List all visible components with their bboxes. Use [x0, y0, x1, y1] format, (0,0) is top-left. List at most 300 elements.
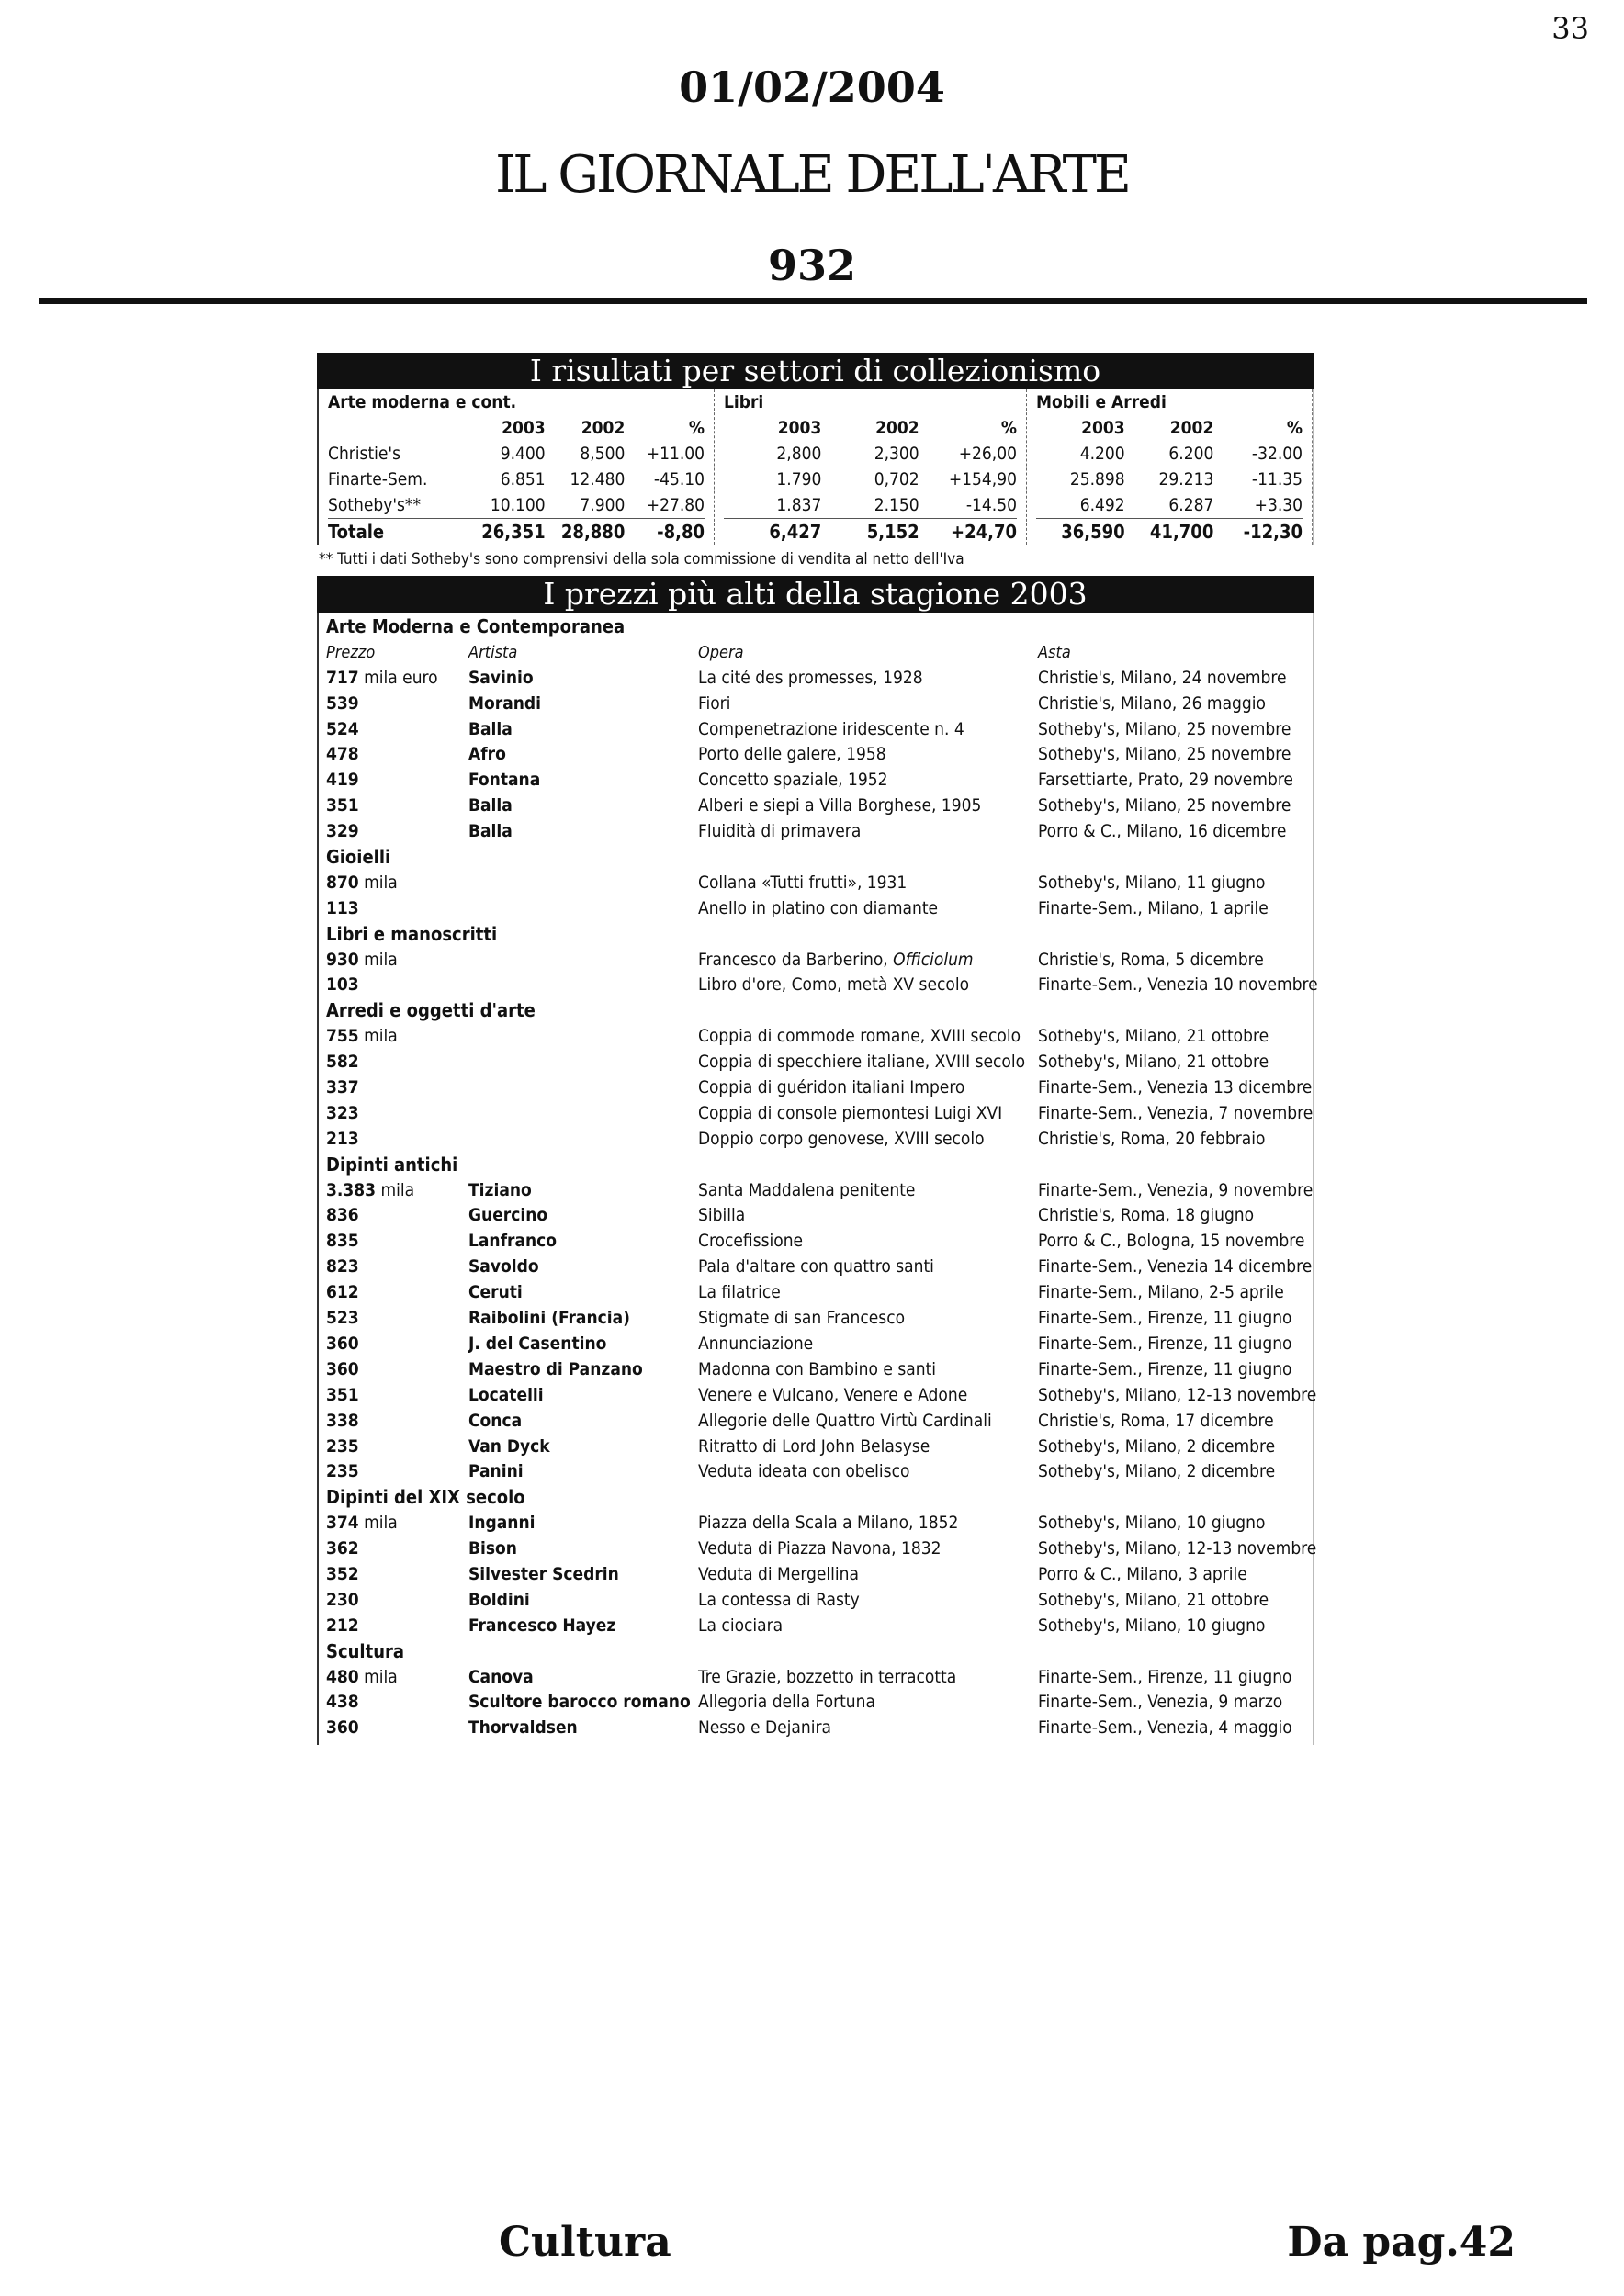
lot-work-cell [698, 1536, 1038, 1562]
sector-row [1036, 467, 1303, 492]
lot-work: La filatrice [698, 1282, 781, 1303]
lot-work: Nesso e Dejanira [698, 1717, 831, 1739]
sector-value: 6.287 [1168, 495, 1214, 515]
sector-total-row [328, 518, 705, 545]
lot-auction: Finarte-Sem., Milano, 2-5 aprile [1038, 1282, 1284, 1303]
lot-price: 755 [326, 1026, 359, 1047]
footer-section: Cultura [499, 2219, 671, 2266]
lot-price-cell [326, 819, 468, 845]
lot-auction: Christie's, Roma, 18 giugno [1038, 1205, 1255, 1226]
sector-value: -32.00 [1251, 444, 1303, 464]
lot-artist: Bison [468, 1538, 517, 1559]
lot-price-cell [326, 1280, 468, 1306]
lot-price-cell [326, 1203, 468, 1229]
lot-artist [468, 973, 698, 998]
sector-value: 12.480 [570, 469, 626, 490]
lot-work: Fluidità di primavera [698, 821, 862, 842]
lot-row [326, 1383, 1317, 1409]
lot-work-cell [698, 896, 1038, 922]
sector-total-row [1036, 518, 1303, 545]
lot-price: 374 [326, 1513, 359, 1534]
lot-work-cell [698, 1203, 1038, 1229]
lot-work: Fiori [698, 692, 731, 714]
lot-artist: Maestro di Panzano [468, 1358, 643, 1379]
lot-artist: Savinio [468, 667, 534, 688]
total-label: Totale [328, 521, 385, 543]
lot-price-cell [326, 1614, 468, 1639]
category-heading: Scultura [326, 1639, 405, 1662]
lot-price-cell [326, 1357, 468, 1383]
lot-price-cell [326, 1690, 468, 1716]
lot-row [326, 1716, 1313, 1741]
lot-auction: Porro & C., Bologna, 15 novembre [1038, 1231, 1305, 1252]
sector-total-value: -8,80 [657, 521, 705, 543]
page-number: 33 [1551, 11, 1589, 46]
lot-auction: Finarte-Sem., Milano, 1 aprile [1038, 897, 1269, 918]
lot-price: 438 [326, 1692, 359, 1713]
sector-value: +26,00 [958, 444, 1017, 464]
lot-auction: Sotheby's, Milano, 21 ottobre [1038, 1052, 1269, 1073]
sector-row [1036, 441, 1303, 467]
sector-row [328, 467, 705, 492]
lot-price-cell [326, 896, 468, 922]
lot-price: 360 [326, 1333, 359, 1354]
lot-artist: Morandi [468, 692, 541, 714]
lot-row [326, 1306, 1313, 1332]
lot-row [326, 1280, 1313, 1306]
lot-artist [468, 948, 698, 974]
lot-auction: Sotheby's, Milano, 2 dicembre [1038, 1435, 1276, 1457]
sector-total-value: 41,700 [1149, 521, 1214, 543]
sector-value: 10.100 [490, 495, 546, 515]
lot-auction: Christie's, Milano, 24 novembre [1038, 667, 1287, 688]
sector-total-row [724, 518, 1017, 545]
lot-price-unit: mila euro [358, 667, 438, 688]
column-year: 2003 [502, 418, 546, 438]
lot-price-cell [326, 1383, 468, 1409]
lot-row [326, 1203, 1313, 1229]
lot-row [326, 717, 1313, 743]
auction-house-label: Christie's [328, 444, 401, 464]
lot-work-cell [698, 1511, 1038, 1536]
lot-auction: Porro & C., Milano, 3 aprile [1038, 1563, 1247, 1584]
lot-row [326, 666, 1313, 692]
lot-price: 836 [326, 1205, 359, 1226]
lot-work: Veduta di Mergellina [698, 1563, 859, 1584]
lot-row [326, 1665, 1313, 1691]
sector-name: Mobili e Arredi [1036, 392, 1167, 412]
lot-auction: Porro & C., Milano, 16 dicembre [1038, 821, 1287, 842]
lot-price: 480 [326, 1666, 359, 1687]
category-heading: Arte Moderna e Contemporanea [326, 615, 626, 637]
sector-value: 7.900 [580, 495, 626, 515]
sector-column-header [1036, 415, 1303, 441]
lot-price-unit: mila [358, 949, 398, 970]
lot-artist: Balla [468, 821, 513, 842]
lot-price-unit: mila [358, 1666, 398, 1687]
lot-price-cell [326, 1050, 468, 1075]
lot-auction: Christie's, Roma, 17 dicembre [1038, 1410, 1274, 1431]
auction-house-label: Sotheby's** [328, 495, 422, 515]
sector-value: -14.50 [965, 495, 1017, 515]
column-year: 2002 [875, 418, 919, 438]
lot-work: Libro d'ore, Como, metà XV secolo [698, 974, 970, 996]
column-year: 2003 [777, 418, 822, 438]
lot-price: 835 [326, 1231, 359, 1252]
sector-column-header [328, 415, 705, 441]
header-work: Opera [698, 642, 744, 662]
lot-work-cell [698, 1101, 1038, 1127]
lot-price-cell [326, 1409, 468, 1435]
sector-row [1036, 492, 1303, 518]
sector-value: 0,702 [874, 469, 919, 490]
lot-work: Sibilla [698, 1205, 746, 1226]
lot-price: 524 [326, 718, 359, 739]
lot-price-cell [326, 1459, 468, 1485]
lot-price-cell [326, 768, 468, 793]
lot-artist: Panini [468, 1461, 524, 1482]
lot-price: 360 [326, 1717, 359, 1739]
lot-work-cell [698, 717, 1038, 743]
lot-price-cell [326, 742, 468, 768]
sector-section [714, 389, 1026, 545]
lot-row [326, 1255, 1313, 1280]
lot-artist [468, 1024, 698, 1050]
lot-price-cell [326, 1101, 468, 1127]
lot-artist: Savoldo [468, 1256, 539, 1277]
sector-row [328, 492, 705, 518]
lot-price-cell [326, 1229, 468, 1255]
category-heading: Dipinti antichi [326, 1153, 458, 1176]
lot-auction: Sotheby's, Milano, 21 ottobre [1038, 1589, 1269, 1610]
lot-price-cell [326, 717, 468, 743]
sector-total-value: -12,30 [1243, 521, 1303, 543]
lot-work-cell [698, 1255, 1038, 1280]
publication-date: 01/02/2004 [679, 62, 945, 112]
lot-work: Anello in platino con diamante [698, 897, 939, 918]
lot-work-cell [698, 1229, 1038, 1255]
lot-row [326, 896, 1313, 922]
lot-row [326, 793, 1313, 819]
sector-total-value: 28,880 [560, 521, 626, 543]
lot-work: Santa Maddalena penitente [698, 1179, 916, 1200]
lot-price-cell [326, 1562, 468, 1588]
lot-work: La ciociara [698, 1615, 784, 1636]
lot-auction: Finarte-Sem., Venezia, 7 novembre [1038, 1102, 1314, 1123]
lot-auction: Sotheby's, Milano, 12-13 novembre [1038, 1384, 1317, 1405]
lot-auction: Finarte-Sem., Firenze, 11 giugno [1038, 1666, 1292, 1687]
lot-row [326, 1024, 1313, 1050]
lot-work: Madonna con Bambino e santi [698, 1358, 937, 1379]
lot-price: 360 [326, 1358, 359, 1379]
sector-section [319, 389, 714, 545]
publication-title: IL GIORNALE DELL'ARTE [495, 145, 1129, 205]
sector-value: -11.35 [1251, 469, 1303, 490]
newspaper-clipping [317, 353, 1318, 1745]
lot-row [326, 742, 1313, 768]
lot-work-italic: Officiolum [893, 949, 974, 970]
sector-value: 9.400 [500, 444, 546, 464]
lot-artist: Canova [468, 1666, 534, 1687]
sector-total-value: +24,70 [950, 521, 1017, 543]
lot-work: Compenetrazione iridescente n. 4 [698, 718, 964, 739]
lot-work: Alberi e siepi a Villa Borghese, 1905 [698, 795, 982, 816]
lot-price: 539 [326, 692, 359, 714]
sector-row [724, 492, 1017, 518]
lot-price-cell [326, 692, 468, 717]
lot-work-cell [698, 1459, 1038, 1485]
lot-price: 103 [326, 974, 359, 996]
lot-price: 351 [326, 1384, 359, 1405]
lot-price: 323 [326, 1102, 359, 1123]
column-year: % [688, 418, 705, 438]
lot-work: Collana «Tutti frutti», 1931 [698, 872, 908, 893]
lot-artist [468, 896, 698, 922]
lot-row [326, 948, 1313, 974]
lot-work: Veduta ideata con obelisco [698, 1461, 910, 1482]
lot-row [326, 1357, 1313, 1383]
lot-work-cell [698, 1050, 1038, 1075]
lot-artist: Tiziano [468, 1179, 532, 1200]
lot-artist: Balla [468, 718, 513, 739]
sector-table [317, 389, 1314, 545]
lot-work-cell [698, 1127, 1038, 1153]
lot-work: La contessa di Rasty [698, 1589, 860, 1610]
lot-work-cell [698, 793, 1038, 819]
lot-work: Concetto spaziale, 1952 [698, 770, 888, 791]
column-year: 2003 [1081, 418, 1125, 438]
sector-name: Arte moderna e cont. [328, 392, 517, 412]
lot-row [326, 1588, 1313, 1614]
lot-work: Coppia di guéridon italiani Impero [698, 1077, 965, 1098]
lot-work: Coppia di commode romane, XVIII secolo [698, 1026, 1021, 1047]
lot-auction: Sotheby's, Milano, 12-13 novembre [1038, 1538, 1317, 1559]
lot-price-unit: mila [358, 1513, 398, 1534]
lot-work-cell [698, 666, 1038, 692]
lot-work: Tre Grazie, bozzetto in terracotta [698, 1666, 957, 1687]
sector-row [724, 441, 1017, 467]
lot-work-cell [698, 819, 1038, 845]
lot-row [326, 1101, 1313, 1127]
lot-work: Pala d'altare con quattro santi [698, 1256, 934, 1277]
sector-value: +11.00 [646, 444, 705, 464]
lot-price-unit: mila [358, 1026, 398, 1047]
lot-work-cell [698, 1357, 1038, 1383]
lot-artist: Balla [468, 795, 513, 816]
lot-auction: Finarte-Sem., Venezia, 4 maggio [1038, 1717, 1292, 1739]
lot-auction: Finarte-Sem., Firenze, 11 giugno [1038, 1308, 1292, 1329]
lot-work-cell [698, 871, 1038, 896]
column-header-row [326, 640, 1313, 666]
lot-price-cell [326, 1178, 468, 1204]
sector-name: Libri [724, 392, 764, 412]
lot-artist: Conca [468, 1410, 523, 1431]
lot-work-cell [698, 1383, 1038, 1409]
sector-value: 6.851 [500, 469, 546, 490]
lot-auction: Christie's, Roma, 5 dicembre [1038, 949, 1264, 970]
sector-footnote: ** Tutti i dati Sotheby's sono comprensivi della sola commissione di vendita al netto dell'Iva [319, 550, 964, 568]
lot-row [326, 1050, 1313, 1075]
lot-price: 930 [326, 949, 359, 970]
sector-value: 29.213 [1158, 469, 1214, 490]
lot-work-cell [698, 1280, 1038, 1306]
sector-total-value: 26,351 [481, 521, 546, 543]
lot-row [326, 1435, 1313, 1460]
sector-total-value: 5,152 [866, 521, 919, 543]
lot-work: Piazza della Scala a Milano, 1852 [698, 1513, 959, 1534]
lot-price: 3.383 [326, 1179, 377, 1200]
lot-price-cell [326, 1332, 468, 1357]
lot-work: Veduta di Piazza Navona, 1832 [698, 1538, 942, 1559]
sector-grid [319, 389, 1313, 545]
lot-work: Porto delle galere, 1958 [698, 744, 886, 765]
lot-price-cell [326, 973, 468, 998]
lot-auction: Finarte-Sem., Firenze, 11 giugno [1038, 1333, 1292, 1354]
lot-artist [468, 1127, 698, 1153]
sector-value: -45.10 [653, 469, 705, 490]
lot-price: 717 [326, 667, 359, 688]
lot-price: 823 [326, 1256, 359, 1277]
lot-artist: J. del Casentino [468, 1333, 607, 1354]
lot-row [326, 1332, 1313, 1357]
sector-value: 25.898 [1069, 469, 1125, 490]
sector-row [328, 441, 705, 467]
sector-value: 1.790 [776, 469, 822, 490]
lot-work: Coppia di console piemontesi Luigi XVI [698, 1102, 1003, 1123]
column-year: 2002 [581, 418, 626, 438]
sector-value: 2.150 [874, 495, 919, 515]
lot-artist: Silvester Scedrin [468, 1563, 619, 1584]
lot-work: Crocefissione [698, 1231, 804, 1252]
lot-row [326, 819, 1313, 845]
sector-value: 6.200 [1168, 444, 1214, 464]
lot-price-cell [326, 793, 468, 819]
lot-price: 419 [326, 770, 359, 791]
lot-auction: Sotheby's, Milano, 21 ottobre [1038, 1026, 1269, 1047]
lot-work: Stigmate di san Francesco [698, 1308, 906, 1329]
lot-price-cell [326, 1435, 468, 1460]
lot-price: 870 [326, 872, 359, 893]
sector-value: 2,300 [874, 444, 919, 464]
header-price: Prezzo [326, 642, 376, 662]
lot-auction: Sotheby's, Milano, 10 giugno [1038, 1615, 1266, 1636]
lot-row [326, 1178, 1313, 1204]
lot-work-cell [698, 1075, 1038, 1101]
sector-value: +27.80 [646, 495, 705, 515]
lot-artist: Inganni [468, 1513, 536, 1534]
sector-value: +3.30 [1254, 495, 1303, 515]
sector-value: +154,90 [948, 469, 1017, 490]
lot-work-cell [698, 1588, 1038, 1614]
lot-row [326, 1562, 1313, 1588]
lot-work: Francesco da Barberino, [698, 949, 894, 970]
lot-auction: Finarte-Sem., Venezia 14 dicembre [1038, 1256, 1313, 1277]
lot-work: Allegorie delle Quattro Virtù Cardinali [698, 1410, 992, 1431]
lot-work-cell [698, 1665, 1038, 1691]
lot-work-cell [698, 1716, 1038, 1741]
lot-price: 582 [326, 1052, 359, 1073]
lot-artist: Guercino [468, 1205, 548, 1226]
lot-row [326, 692, 1313, 717]
lot-price-cell [326, 1511, 468, 1536]
lot-price-cell [326, 1127, 468, 1153]
lot-row [326, 1459, 1313, 1485]
sector-table-title: I risultati per settori di collezionismo [317, 353, 1314, 389]
category-heading: Libri e manoscritti [326, 922, 498, 945]
lot-work: Ritratto di Lord John Belasyse [698, 1435, 930, 1457]
footer-reference: Da pag.42 [1287, 2219, 1516, 2266]
lot-artist [468, 1075, 698, 1101]
lot-artist [468, 1050, 698, 1075]
lot-artist [468, 1101, 698, 1127]
lot-work: Annunciazione [698, 1333, 814, 1354]
lot-price-cell [326, 1024, 468, 1050]
lot-price-cell [326, 1716, 468, 1741]
lot-artist: Van Dyck [468, 1435, 550, 1457]
lot-auction: Sotheby's, Milano, 25 novembre [1038, 718, 1291, 739]
lot-work: La cité des promesses, 1928 [698, 667, 923, 688]
lot-artist: Boldini [468, 1589, 530, 1610]
category-heading: Gioielli [326, 846, 391, 869]
lot-row [326, 973, 1318, 998]
lot-work: Coppia di specchiere italiane, XVIII secolo [698, 1052, 1026, 1073]
sector-total-value: 36,590 [1061, 521, 1125, 543]
lot-auction: Christie's, Roma, 20 febbraio [1038, 1128, 1266, 1149]
lot-work-cell [698, 1562, 1038, 1588]
lot-price: 612 [326, 1282, 359, 1303]
lot-row [326, 1127, 1313, 1153]
lot-row [326, 768, 1313, 793]
lot-price-cell [326, 666, 468, 692]
lot-price: 230 [326, 1589, 359, 1610]
lot-price-cell [326, 1255, 468, 1280]
lot-auction: Finarte-Sem., Venezia, 9 marzo [1038, 1692, 1283, 1713]
lot-work-cell [698, 1690, 1038, 1716]
lot-price: 362 [326, 1538, 359, 1559]
prices-table [317, 613, 1318, 1745]
sector-value: 2,800 [776, 444, 822, 464]
lot-price-cell [326, 1075, 468, 1101]
auction-house-label: Finarte-Sem. [328, 469, 428, 490]
lot-auction: Christie's, Milano, 26 maggio [1038, 692, 1266, 714]
lot-price-cell [326, 1588, 468, 1614]
lot-price: 212 [326, 1615, 359, 1636]
lot-work-cell [698, 692, 1038, 717]
sector-total-value: 6,427 [769, 521, 822, 543]
lot-work: Doppio corpo genovese, XVIII secolo [698, 1128, 985, 1149]
lot-work-cell [698, 1614, 1038, 1639]
sector-section [1026, 389, 1313, 545]
lot-work-cell [698, 742, 1038, 768]
column-year: % [1286, 418, 1303, 438]
header-auction: Asta [1038, 642, 1071, 662]
lot-price: 235 [326, 1461, 359, 1482]
lot-auction: Sotheby's, Milano, 11 giugno [1038, 872, 1266, 893]
lot-price-cell [326, 1306, 468, 1332]
sector-value: 4.200 [1079, 444, 1125, 464]
lot-auction: Finarte-Sem., Venezia 10 novembre [1038, 974, 1318, 996]
lot-price: 338 [326, 1410, 359, 1431]
lot-work-cell [698, 973, 1038, 998]
lot-row [326, 1536, 1317, 1562]
lot-row [326, 871, 1313, 896]
sector-value: 6.492 [1079, 495, 1125, 515]
lot-price-unit: mila [358, 872, 398, 893]
lot-price: 352 [326, 1563, 359, 1584]
lot-work-cell [698, 768, 1038, 793]
sector-value: 1.837 [776, 495, 822, 515]
lot-auction: Sotheby's, Milano, 2 dicembre [1038, 1461, 1276, 1482]
